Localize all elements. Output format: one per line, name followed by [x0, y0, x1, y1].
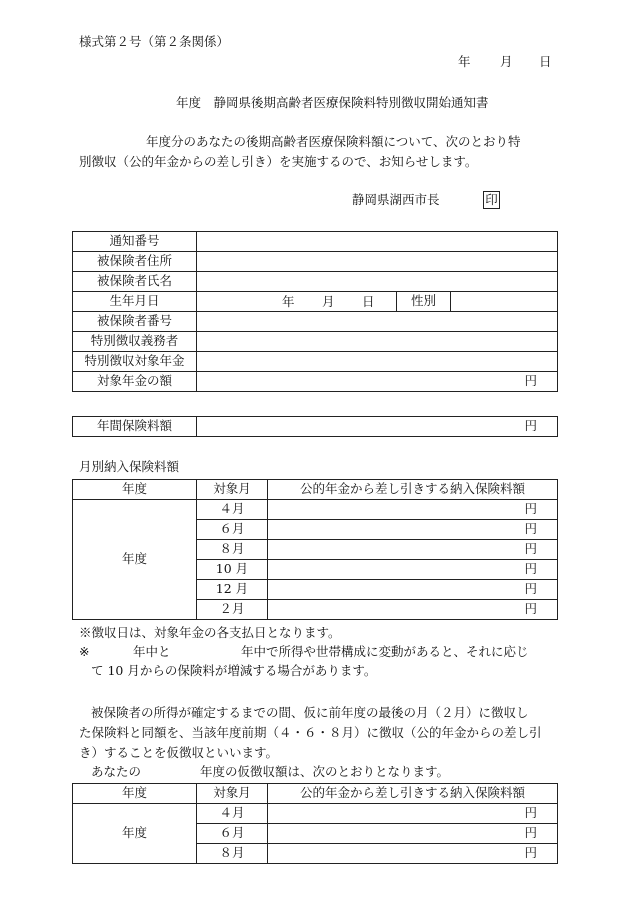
note-mark: ※	[79, 644, 90, 659]
birth-day-unit: 日	[362, 294, 375, 309]
insured-address-value	[197, 252, 558, 272]
issuer-name: 静岡県湖西市長	[352, 192, 440, 207]
annual-premium-table	[72, 416, 558, 437]
amount-yen: 円	[268, 540, 558, 560]
table-row	[73, 500, 558, 520]
provisional-para-line1: 被保険者の所得が確定するまでの間、仮に前年度の最後の月（２月）に徴収し	[91, 705, 529, 720]
header-deduction-amount: 公的年金から差し引きする納入保険料額	[268, 784, 558, 804]
table-header-row	[73, 480, 558, 500]
insured-name-value	[197, 272, 558, 292]
annual-premium-yen: 円	[197, 417, 558, 437]
note-income-change-c: て 10 月からの保険料が増減する場合があります。	[91, 663, 377, 678]
table-row	[73, 312, 558, 332]
note-collection-date: ※徴収日は、対象年金の各支払日となります。	[79, 625, 341, 640]
note-income-change-b: 年中で所得や世帯構成に変動があると、それに応じ	[241, 644, 529, 659]
amount-yen: 円	[268, 824, 558, 844]
month-cell: ４月	[197, 500, 268, 520]
month-cell: ８月	[197, 844, 268, 864]
insured-info-table	[72, 231, 558, 392]
insured-number-label: 被保険者番号	[73, 312, 197, 332]
amount-yen: 円	[268, 844, 558, 864]
month-cell: ６月	[197, 824, 268, 844]
table-row	[73, 272, 558, 292]
provisional-premium-table	[72, 783, 558, 864]
pension-amount-yen: 円	[197, 372, 558, 392]
form-number: 様式第２号（第２条関係）	[79, 34, 230, 49]
target-pension-value	[197, 352, 558, 372]
month-cell: ６月	[197, 520, 268, 540]
fiscal-year-cell: 年度	[73, 804, 197, 864]
month-cell: 10 月	[197, 560, 268, 580]
insured-number-value	[197, 312, 558, 332]
header-fiscal-year: 年度	[73, 784, 197, 804]
date-year: 年	[458, 54, 471, 69]
month-cell: ８月	[197, 540, 268, 560]
table-row	[73, 417, 558, 437]
month-cell: ２月	[197, 600, 268, 620]
amount-yen: 円	[268, 560, 558, 580]
note-income-change-a: 年中と	[133, 644, 171, 659]
intro-text-line2: 別徴収（公的年金からの差し引き）を実施するので、お知らせします。	[79, 154, 478, 169]
table-row	[73, 332, 558, 352]
amount-yen: 円	[268, 520, 558, 540]
target-pension-label: 特別徴収対象年金	[73, 352, 197, 372]
table-row	[73, 292, 558, 312]
month-cell: 12 月	[197, 580, 268, 600]
provisional-para-line2: た保険料と同額を、当該年度前期（４・６・８月）に徴収（公的年金からの差し引	[79, 725, 542, 740]
header-fiscal-year: 年度	[73, 480, 197, 500]
annual-premium-label: 年間保険料額	[73, 417, 197, 437]
table-row	[73, 232, 558, 252]
monthly-premium-table	[72, 479, 558, 620]
table-row	[73, 252, 558, 272]
notice-number-value	[197, 232, 558, 252]
birth-month-unit: 月	[322, 294, 335, 309]
date-month: 月	[500, 54, 513, 69]
gender-label: 性別	[397, 292, 451, 312]
seal-stamp: 印	[483, 191, 500, 209]
collector-value	[197, 332, 558, 352]
amount-yen: 円	[268, 500, 558, 520]
insured-address-label: 被保険者住所	[73, 252, 197, 272]
header-target-month: 対象月	[197, 784, 268, 804]
amount-yen: 円	[268, 804, 558, 824]
gender-value	[451, 292, 558, 312]
table-row	[73, 372, 558, 392]
table-row	[73, 352, 558, 372]
provisional-amount-b: 年度の仮徴収額は、次のとおりとなります。	[200, 764, 450, 779]
document-title: 年度 静岡県後期高齢者医療保険料特別徴収開始通知書	[176, 95, 489, 110]
header-target-month: 対象月	[197, 480, 268, 500]
pension-amount-label: 対象年金の額	[73, 372, 197, 392]
amount-yen: 円	[268, 580, 558, 600]
amount-yen: 円	[268, 600, 558, 620]
provisional-amount-a: あなたの	[91, 764, 142, 779]
date-day: 日	[539, 54, 552, 69]
fiscal-year-cell: 年度	[73, 500, 197, 620]
monthly-section-title: 月別納入保険料額	[79, 459, 180, 474]
header-deduction-amount: 公的年金から差し引きする納入保険料額	[268, 480, 558, 500]
table-row	[73, 804, 558, 824]
table-header-row	[73, 784, 558, 804]
notice-number-label: 通知番号	[73, 232, 197, 252]
month-cell: ４月	[197, 804, 268, 824]
provisional-para-line3: き）することを仮徴収といいます。	[79, 745, 279, 760]
birth-date-label: 生年月日	[73, 292, 197, 312]
birth-year-unit: 年	[282, 294, 295, 309]
intro-text-line1: 年度分のあなたの後期高齢者医療保険料額について、次のとおり特	[146, 134, 521, 149]
collector-label: 特別徴収義務者	[73, 332, 197, 352]
birth-date-value	[197, 292, 397, 312]
insured-name-label: 被保険者氏名	[73, 272, 197, 292]
